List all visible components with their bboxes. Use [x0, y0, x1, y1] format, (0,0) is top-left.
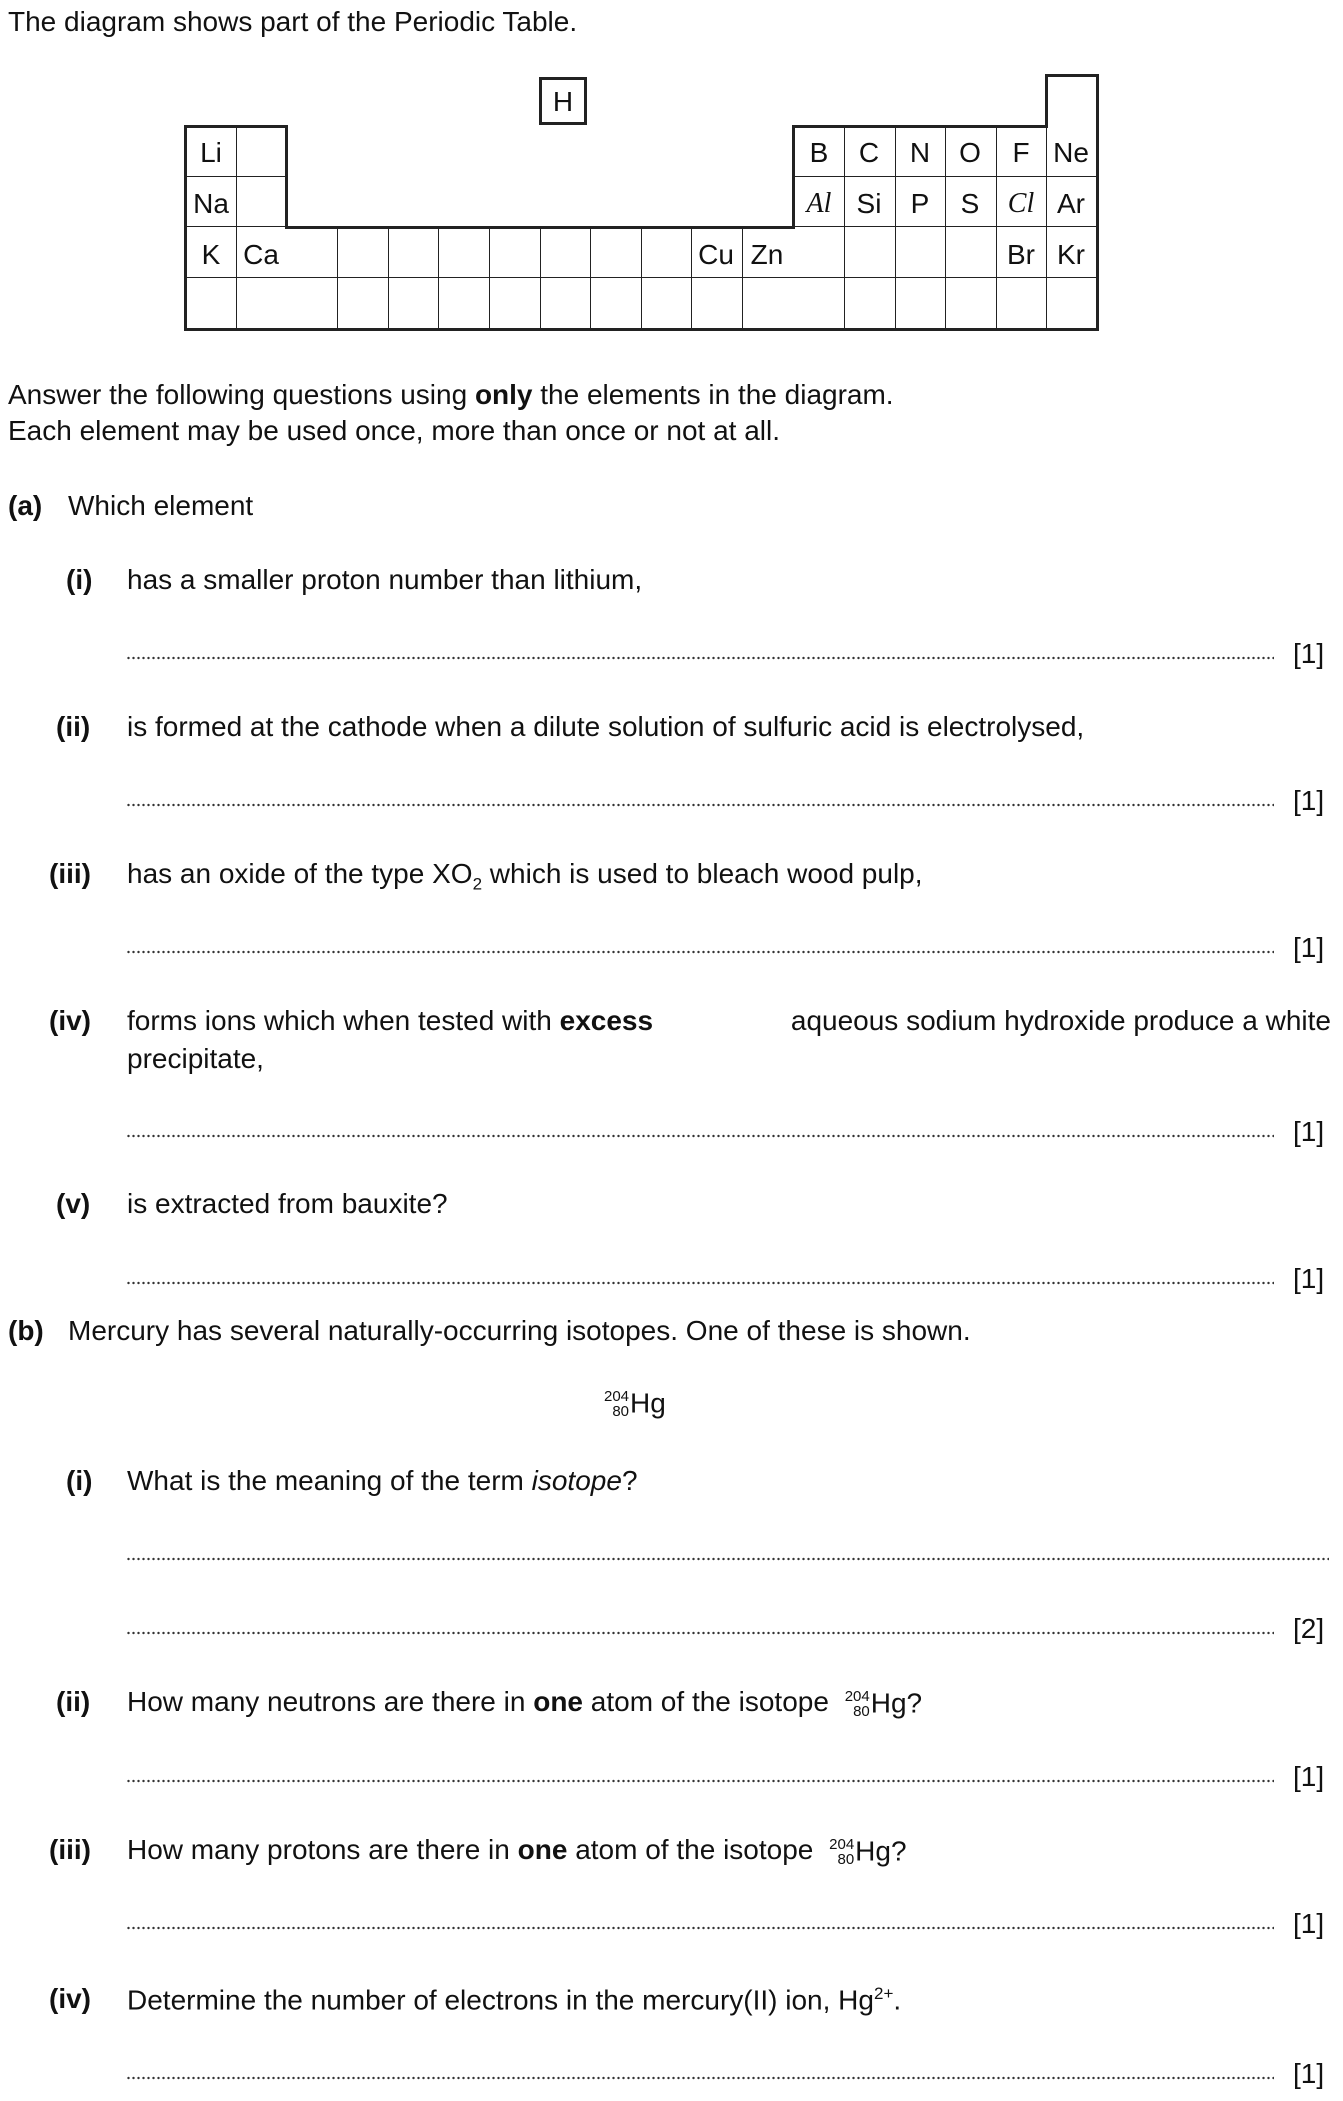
element-ne: Ne	[1053, 137, 1089, 168]
mark-b-i: [2]	[1293, 1613, 1325, 1644]
part-a-label: (a)	[8, 490, 43, 521]
mark-a-ii: [1]	[1293, 785, 1325, 816]
instruction-line-2: Each element may be used once, more than once or not at all.	[8, 415, 781, 446]
element-f: F	[1012, 137, 1030, 168]
question-a-ii-label: (ii)	[56, 711, 91, 742]
question-a-iv-text-line-2: precipitate,	[127, 1043, 264, 1074]
element-c: C	[858, 137, 880, 168]
answer-line-b-iv[interactable]	[126, 2076, 1274, 2080]
element-na: Na	[193, 188, 229, 219]
question-b-iv-text: Determine the number of electrons in the mercury(II) ion, $Hg^{2+}$.	[127, 1984, 902, 2016]
element-cl: Cl	[1007, 188, 1035, 219]
question-b-iii-label: (iii)	[49, 1834, 91, 1865]
part-b-label: (b)	[8, 1315, 44, 1346]
question-a-iv-label: (iv)	[49, 1005, 91, 1036]
isotope-notation-b-ii: 204 80	[844, 1687, 870, 1720]
question-b-iii-text: How many protons are there in one atom of the isotope 204 80 Hg?	[127, 1834, 907, 1868]
mark-b-ii: [1]	[1293, 1761, 1325, 1792]
question-b-iv-label: (iv)	[49, 1983, 91, 2014]
answer-line-a-ii[interactable]	[126, 803, 1274, 807]
element-ar: Ar	[1057, 188, 1085, 219]
mark-b-iv: [1]	[1293, 2058, 1325, 2089]
answer-line-b-iii[interactable]	[126, 1926, 1274, 1930]
isotope-notation-b-iii: 204 80	[829, 1835, 855, 1868]
answer-line-a-iii[interactable]	[126, 950, 1274, 954]
question-b-ii-text: How many neutrons are there in one atom of the isotope 204 80 Hg?	[127, 1686, 923, 1720]
element-p: P	[910, 188, 930, 219]
element-ca: Ca	[243, 239, 279, 270]
mark-a-v: [1]	[1293, 1263, 1325, 1294]
answer-line-a-iv[interactable]	[126, 1134, 1274, 1138]
mark-a-i: [1]	[1293, 638, 1325, 669]
intro-text: The diagram shows part of the Periodic Table.	[8, 6, 578, 37]
element-si: Si	[856, 188, 882, 219]
answer-line-a-i[interactable]	[126, 656, 1274, 660]
element-b: B	[809, 137, 829, 168]
element-cu: Cu	[698, 239, 734, 270]
element-li: Li	[200, 137, 222, 168]
element-k: K	[201, 239, 221, 270]
isotope-notation: 204 80	[604, 1387, 630, 1420]
answer-line-a-v[interactable]	[126, 1281, 1274, 1285]
element-h: H	[552, 86, 574, 117]
answer-line-b-i-1[interactable]	[126, 1557, 1329, 1561]
isotope-symbol: 204 80 Hg	[604, 1387, 666, 1420]
element-n: N	[909, 137, 931, 168]
question-a-iv-text-line-1: forms ions which when tested with excess aqueous sodium hydroxide produce a white	[127, 1005, 1331, 1036]
part-b-stem: Mercury has several naturally-occurring isotopes. One of these is shown.	[68, 1315, 971, 1346]
element-zn: Zn	[750, 239, 784, 270]
question-a-i-label: (i)	[66, 564, 93, 595]
question-a-iii-label: (iii)	[49, 858, 91, 889]
element-o: O	[959, 137, 981, 168]
mark-a-iii: [1]	[1293, 932, 1325, 963]
mark-b-iii: [1]	[1293, 1908, 1325, 1939]
part-a-stem: Which element	[68, 490, 254, 521]
question-a-v-text: is extracted from bauxite?	[127, 1188, 448, 1219]
answer-line-b-ii[interactable]	[126, 1779, 1274, 1783]
question-a-ii-text: is formed at the cathode when a dilute solution of sulfuric acid is electrolysed,	[127, 711, 1085, 742]
question-a-v-label: (v)	[56, 1188, 91, 1219]
question-b-i-text: What is the meaning of the term isotope?	[127, 1465, 638, 1496]
question-a-i-text: has a smaller proton number than lithium,	[127, 564, 643, 595]
question-a-iii-text: has an oxide of the type $XO_2$ which is used to bleach wood pulp,	[127, 858, 923, 894]
instruction-line-1: Answer the following questions using only the elements in the diagram.	[8, 379, 894, 410]
mark-a-iv: [1]	[1293, 1116, 1325, 1147]
question-b-i-label: (i)	[66, 1465, 93, 1496]
element-kr: Kr	[1057, 239, 1085, 270]
element-s: S	[960, 188, 980, 219]
answer-line-b-i-2[interactable]	[126, 1631, 1274, 1635]
element-al: Al	[806, 188, 832, 219]
element-br: Br	[1007, 239, 1035, 270]
question-b-ii-label: (ii)	[56, 1686, 91, 1717]
